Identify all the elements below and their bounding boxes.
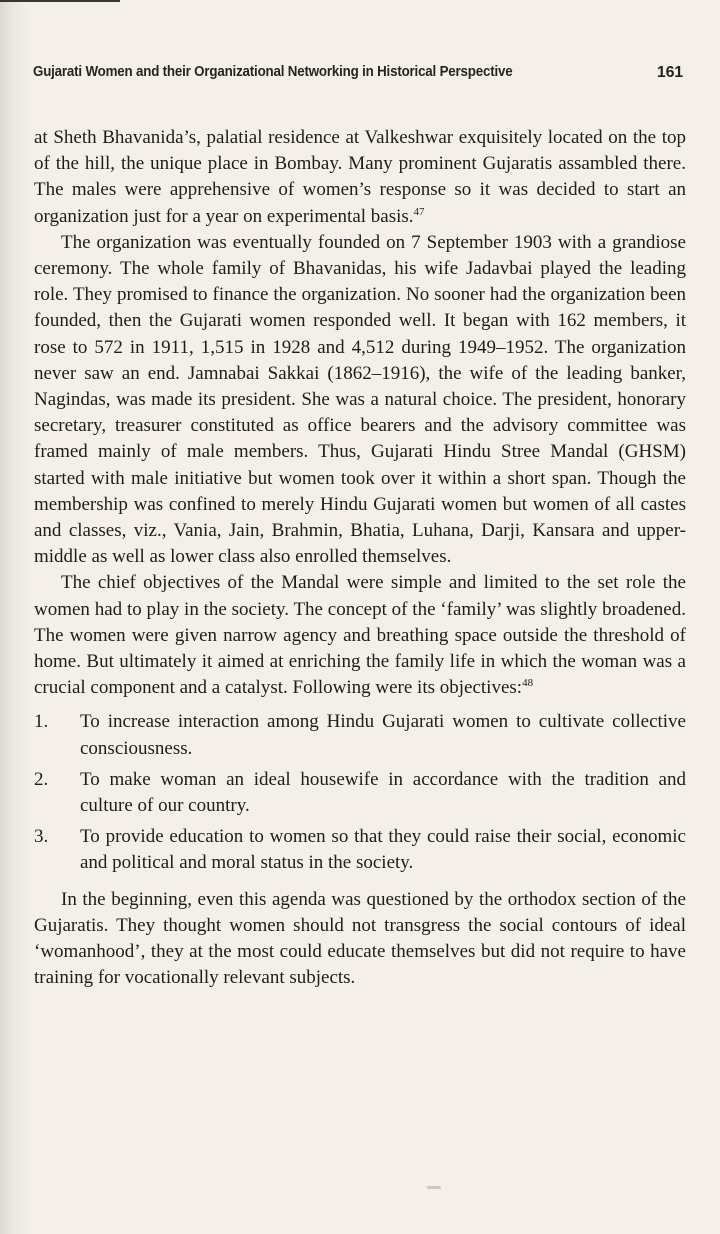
list-item-number: 2. bbox=[34, 768, 49, 790]
list-item bbox=[34, 824, 686, 876]
paragraph-text: In the beginning, even this agenda was questioned by the orthodox section of the Gujaratis. They thought women should not transgress the social contours of ideal ‘womanhood’, they at the most could educate themselves but did not require to have training for vocationally relevant subjects. bbox=[34, 888, 686, 989]
list-item bbox=[34, 709, 686, 761]
page-number: 161 bbox=[656, 64, 683, 81]
list-item-number: 1. bbox=[34, 711, 49, 733]
paragraph-text: The organization was eventually founded on 7 September 1903 with a grandiose ceremony. The whole family of Bhavanidas, his wife Jadavbai played the leading role. They promised to finance the organization. No sooner had the organization been founded, then the Gujarati women responded well. It began with 162 members, it rose to 572 in 1911, 1,515 in 1928 and 4,512 during 1949–1952. The organization never saw an end. Jamnabai Sakkai (1862–1916), the wife of the leading banker, Nagindas, was made its president. She was a natural choice. The president, honorary secretary, treasurer constituted as office bearers and the advisory committee was framed mainly of male members. Thus, Gujarati Hindu Stree Mandal (GHSM) started with male initiative but women took over it within a short span. Though the membership was confined to merely Hindu Gujarati women but women of all castes and classes, viz., Vania, Jain, Brahmin, Bhatia, Luhana, Darji, Kansara and upper-middle as well as lower class also enrolled themselves. bbox=[34, 231, 686, 568]
objectives-list bbox=[34, 709, 686, 876]
footnote-ref: 47 bbox=[413, 205, 425, 218]
paragraph-text: at Sheth Bhavanida’s, palatial residence at Valkeshwar exquisitely located on the top of the hill, the unique place in Bombay. Many prominent Gujaratis assambled there. The males were apprehensive of women’s response so it was decided to start an organization just for a year on experimental basis. bbox=[34, 127, 686, 227]
paragraph-continued bbox=[34, 125, 686, 230]
running-header bbox=[33, 64, 683, 86]
list-item-text: To make woman an ideal housewife in accordance with the tradition and culture of our country. bbox=[80, 768, 686, 817]
list-item-text: To increase interaction among Hindu Gujarati women to cultivate collective consciousness. bbox=[80, 711, 686, 759]
paragraph-text: The chief objectives of the Mandal were simple and limited to the set role the women had to play in the society. The concept of the ‘family’ was slightly broadened. The women were given narrow agency and breathing space outside the threshold of home. But ultimately it aimed at enriching the family life in which the woman was a crucial component and a catalyst. Following were its objectives: bbox=[34, 572, 686, 699]
list-item bbox=[34, 767, 686, 819]
list-item-number: 3. bbox=[34, 826, 49, 848]
paragraph-closing bbox=[34, 887, 686, 992]
running-header-title: Gujarati Women and their Organizational Networking in Historical Perspective bbox=[33, 64, 513, 80]
paragraph-objectives-intro bbox=[34, 570, 686, 701]
top-edge-rule bbox=[0, 0, 120, 2]
body-text bbox=[34, 125, 686, 992]
paragraph-founding bbox=[34, 230, 686, 571]
footnote-ref: 48 bbox=[522, 677, 534, 690]
list-item-text: To provide education to women so that they could raise their social, economic and political and moral status in the society. bbox=[80, 826, 686, 874]
page-smudge-mark bbox=[427, 1186, 441, 1189]
